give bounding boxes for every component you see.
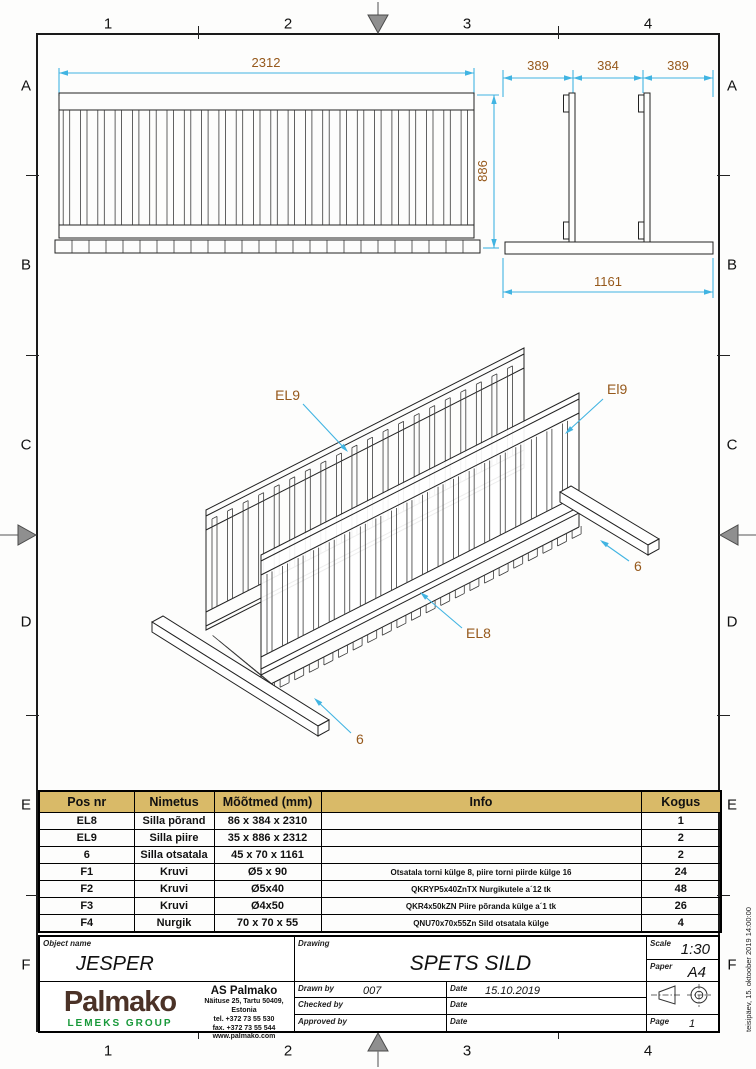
cell-dims: Ø4x50	[214, 898, 321, 915]
zone-col-label: 2	[283, 15, 293, 33]
cell-qty: 2	[641, 847, 721, 864]
drawing-label: Drawing	[298, 939, 330, 948]
table-row	[39, 830, 721, 847]
page-cell	[647, 1015, 718, 1031]
title-block	[38, 935, 720, 1041]
date-label: Date	[450, 1016, 468, 1026]
page-label: Page	[650, 1016, 670, 1026]
checked-by-label: Checked by	[298, 1000, 343, 1010]
cell-dims: 86 x 384 x 2310	[214, 813, 321, 830]
front-view	[55, 55, 499, 253]
side-view	[503, 58, 713, 298]
paper-cell	[647, 960, 718, 983]
cell-dims: Ø5x40	[214, 881, 321, 898]
cell-info: QKRYP5x40ZnTX Nurgikutele a´12 tk	[321, 881, 641, 898]
logo-wordmark: Palmako	[63, 986, 177, 1018]
zone-row-label: D	[726, 613, 738, 631]
cell-qty: 26	[641, 898, 721, 915]
company-address	[195, 984, 293, 1042]
table-row	[39, 881, 721, 898]
cell-name: Kruvi	[134, 898, 214, 915]
zone-row-label: F	[21, 956, 31, 974]
paper-label: Paper	[650, 961, 673, 971]
company-street: Näituse 25, Tartu 50409, Estonia	[204, 998, 284, 1015]
cell-name: Nurgik	[134, 915, 214, 933]
cell-qty: 24	[641, 864, 721, 881]
label-el9-left: EL9	[275, 387, 300, 403]
col-pos: Pos nr	[39, 791, 134, 813]
cell-info	[321, 830, 641, 847]
zone-row-label: B	[726, 256, 738, 274]
zone-col-label: 1	[103, 15, 113, 33]
dim-side-middle: 384	[597, 58, 619, 73]
page-value: 1	[689, 1017, 696, 1030]
scale-value: 1:30	[680, 941, 710, 958]
cell-name: Silla piire	[134, 830, 214, 847]
approved-by-label: Approved by	[298, 1016, 347, 1026]
company-tel: tel. +372 73 55 530	[213, 1015, 275, 1023]
zone-row-label: A	[726, 77, 738, 95]
table-row	[39, 864, 721, 881]
cell-qty: 2	[641, 830, 721, 847]
dim-width: 2312	[251, 55, 281, 70]
label-el8: EL8	[466, 625, 491, 641]
dim-side-right: 389	[667, 58, 689, 73]
approved-by-cell	[295, 1015, 447, 1031]
cell-name: Silla põrand	[134, 813, 214, 830]
cell-info	[321, 813, 641, 830]
drawn-date-cell	[447, 982, 647, 998]
cell-pos: EL8	[39, 813, 134, 830]
cell-pos: F4	[39, 915, 134, 933]
cell-dims: 45 x 70 x 1161	[214, 847, 321, 864]
date-label: Date	[450, 1000, 468, 1010]
isometric-view	[152, 348, 659, 747]
checked-date-cell	[447, 998, 647, 1014]
date-label: Date	[450, 984, 468, 993]
drawn-by-label: Drawn by	[298, 984, 335, 993]
cell-pos: F3	[39, 898, 134, 915]
parts-table-header	[39, 791, 721, 813]
col-info: Info	[321, 791, 641, 813]
paper-value: A4	[687, 963, 706, 981]
cell-pos: F1	[39, 864, 134, 881]
cell-info: Otsatala torni külge 8, piire torni piirde külge 16	[321, 864, 641, 881]
col-dims: Mõõtmed (mm)	[214, 791, 321, 813]
dim-side-left: 389	[527, 58, 549, 73]
zone-row-label: C	[726, 436, 738, 454]
label-6-left: 6	[356, 731, 364, 747]
zone-col-label: 4	[643, 15, 653, 33]
zone-row-label: B	[20, 256, 32, 274]
zone-row-label: D	[20, 613, 32, 631]
drawn-date-value: 15.10.2019	[485, 985, 541, 997]
company-cell	[40, 982, 295, 1041]
drawing-title: SPETS SILD	[409, 952, 532, 975]
zone-col-label: 3	[462, 15, 472, 33]
cell-info: QNU70x70x55Zn Sild otsatala külge	[321, 915, 641, 933]
table-row	[39, 813, 721, 830]
palmako-logo	[46, 988, 194, 1029]
parts-table	[38, 790, 722, 933]
cell-qty: 48	[641, 881, 721, 898]
cell-qty: 4	[641, 915, 721, 933]
company-web: www.palmako.com	[212, 1033, 276, 1041]
checked-by-cell	[295, 998, 447, 1014]
zone-col-label: 4	[643, 1042, 653, 1060]
plot-timestamp: teisipäev, 15. oktoober 2019 14:00:00	[744, 907, 753, 1032]
dim-base: 1161	[594, 274, 622, 289]
zone-row-label: C	[20, 436, 32, 454]
cell-pos: F2	[39, 881, 134, 898]
scale-label: Scale	[650, 939, 671, 948]
logo-subtitle: LEMEKS GROUP	[67, 1018, 173, 1029]
cell-name: Silla otsatala	[134, 847, 214, 864]
table-row	[39, 915, 721, 933]
cell-info	[321, 847, 641, 864]
cell-dims: Ø5 x 90	[214, 864, 321, 881]
zone-col-label: 2	[283, 1042, 293, 1060]
drawn-by-cell	[295, 982, 447, 998]
object-name-label: Object name	[43, 939, 92, 948]
zone-col-label: 1	[103, 1042, 113, 1060]
zone-row-label: A	[20, 77, 32, 95]
dim-height: 886	[475, 160, 490, 182]
cell-name: Kruvi	[134, 864, 214, 881]
cell-dims: 35 x 886 x 2312	[214, 830, 321, 847]
drawn-by-value: 007	[363, 985, 382, 997]
zone-row-label: F	[727, 956, 737, 974]
cell-info: QKR4x50kZN Piire põranda külge a´1 tk	[321, 898, 641, 915]
drawing-cell	[295, 937, 647, 982]
cell-pos: 6	[39, 847, 134, 864]
approved-date-cell	[447, 1015, 647, 1031]
zone-col-label: 3	[462, 1042, 472, 1060]
label-el9-right: El9	[607, 381, 628, 397]
table-row	[39, 898, 721, 915]
table-row	[39, 847, 721, 864]
company-fax: fax. +372 73 55 544	[212, 1024, 276, 1032]
first-angle-projection-icon	[647, 982, 717, 1013]
projection-symbol-cell	[647, 982, 718, 1015]
col-qty: Kogus	[641, 791, 721, 813]
cell-dims: 70 x 70 x 55	[214, 915, 321, 933]
zone-row-label: E	[726, 796, 738, 814]
object-name-cell	[40, 937, 295, 982]
cell-pos: EL9	[39, 830, 134, 847]
cell-name: Kruvi	[134, 881, 214, 898]
object-name-value: JESPER	[76, 953, 154, 975]
col-name: Nimetus	[134, 791, 214, 813]
company-name: AS Palmako	[210, 985, 278, 997]
label-6-right: 6	[634, 558, 642, 574]
scale-cell	[647, 937, 718, 960]
zone-row-label: E	[20, 796, 32, 814]
cell-qty: 1	[641, 813, 721, 830]
